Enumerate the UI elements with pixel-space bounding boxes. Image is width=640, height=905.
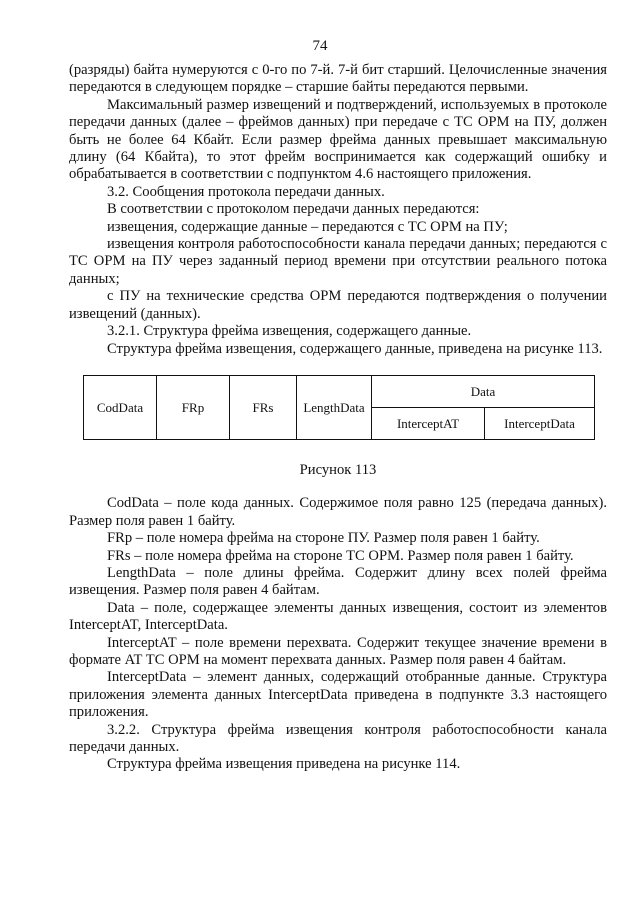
paragraph: (разряды) байта нумеруются с 0-го по 7-й. 7-й бит старший. Целочисленные значения передаются в следующем порядке – старшие байты передаются первыми. <box>69 62 607 96</box>
paragraph: FRp – поле номера фрейма на стороне ПУ. Размер поля равен 1 байту. <box>107 530 540 547</box>
list-item: извещения, содержащие данные – передаются с ТС ОРМ на ПУ; <box>107 218 508 235</box>
paragraph: В соответствии с протоколом передачи данных передаются: <box>107 201 480 218</box>
paragraph: Структура фрейма извещения приведена на рисунке 114. <box>107 756 461 773</box>
section-heading: 3.2.1. Структура фрейма извещения, содержащего данные. <box>107 323 472 340</box>
figure-caption: Рисунок 113 <box>299 461 377 478</box>
paragraph: FRs – поле номера фрейма на стороне ТС ОРМ. Размер поля равен 1 байту. <box>107 547 574 564</box>
paragraph: LengthData – поле длины фрейма. Содержит длину всех полей фрейма извещения. Размер поля равен 4 байтам. <box>69 564 607 599</box>
page-number: 74 <box>312 38 328 54</box>
frame-structure-table <box>83 375 595 440</box>
section-heading: 3.2.2. Структура фрейма извещения контроля работоспособности канала передачи данных. <box>69 721 607 755</box>
table-cell-frp: FRp <box>157 375 230 439</box>
paragraph: InterceptAT – поле времени перехвата. Содержит текущее значение времени в формате AT ТС ОРМ на момент перехвата данных. Размер поля равен 4 байтам. <box>69 634 607 668</box>
table-cell-data-group: Data <box>372 375 595 407</box>
paragraph: CodData – поле кода данных. Содержимое поля равно 125 (передача данных). Размер поля равен 1 байту. <box>69 495 607 529</box>
paragraph: Максимальный размер извещений и подтверждений, используемых в протоколе передачи данных (далее – фреймов данных) при передаче с ТС ОРМ на ПУ, должен быть не более 64 Кбайт. Если размер фрейма данных превышает максимальную длину (64 Кбайта), то этот фрейм воспринимается как содержащий ошибку и обрабатывается в соответствии с подпунктом 4.6 настоящего приложения. <box>69 96 607 183</box>
table-cell-interceptat: InterceptAT <box>372 407 485 439</box>
table-cell-frs: FRs <box>230 375 297 439</box>
section-heading: 3.2. Сообщения протокола передачи данных. <box>107 183 385 200</box>
table-cell-interceptdata: InterceptData <box>485 407 595 439</box>
paragraph: Структура фрейма извещения, содержащего данные, приведена на рисунке 113. <box>107 340 603 357</box>
paragraph: Data – поле, содержащее элементы данных извещения, состоит из элементов InterceptAT, InterceptData. <box>69 599 607 634</box>
body-text <box>69 62 607 774</box>
table-cell-coddata: CodData <box>84 375 157 439</box>
table-cell-lengthdata: LengthData <box>297 375 372 439</box>
paragraph: InterceptData – элемент данных, содержащий отобранные данные. Структура приложения элемента данных InterceptData приведена в подпункте 3.3 настоящего приложения. <box>69 669 607 721</box>
list-item: извещения контроля работоспособности канала передачи данных; передаются с ТС ОРМ на ПУ через заданный период времени при отсутствии реального потока данных; <box>69 236 607 287</box>
list-item: с ПУ на технические средства ОРМ передаются подтверждения о получении извещений (данных). <box>69 288 607 322</box>
